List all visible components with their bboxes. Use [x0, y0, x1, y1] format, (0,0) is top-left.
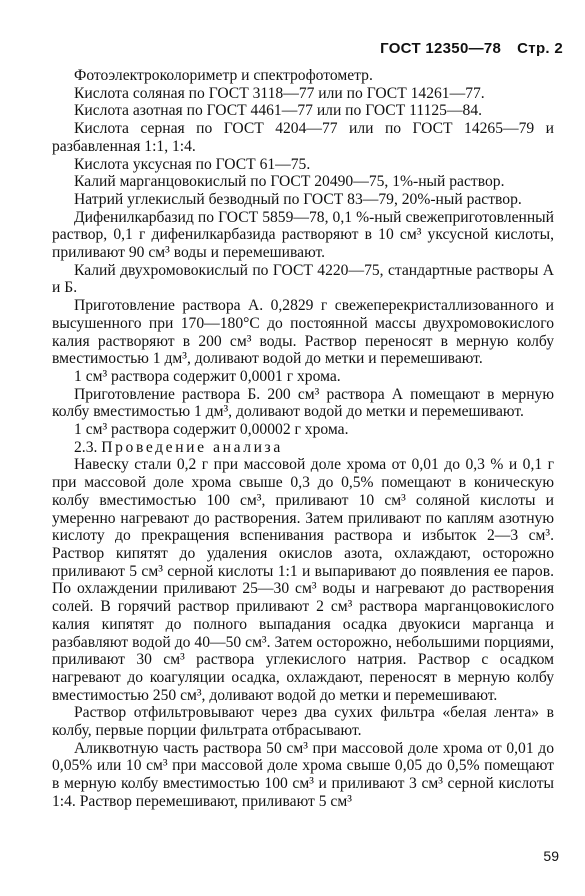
paragraph: Фотоэлектроколориметр и спектрофотометр. — [74, 67, 373, 84]
section-title: Проведение анализа — [101, 438, 283, 456]
paragraph: Дифенилкарбазид по ГОСТ 5859—78, 0,1 %-ный свежеприготовленный раствор, 0,1 г дифенилкарбазида растворяют в 10 см³ уксусной кислоты, приливают 90 см³ воды и перемешивают. — [52, 208, 554, 262]
paragraph: Аликвотную часть раствора 50 см³ при массовой доле хрома от 0,01 до 0,05% или 10 см³ при массовой доле хрома свыше 0,05 до 0,5% помещают в мерную колбу вместимостью 100 см³ и приливают 3 см³ серной кислоты 1:4. Раствор перемешивают, приливают 5 см³ — [52, 739, 554, 810]
paragraph: Калий двухромовокислый по ГОСТ 4220—75, стандартные растворы А и Б. — [52, 261, 554, 297]
paragraph: 1 см³ раствора содержит 0,0001 г хрома. — [74, 367, 341, 385]
paragraph: Кислота соляная по ГОСТ 3118—77 или по ГОСТ 14261—77. — [74, 84, 485, 102]
paragraph: Кислота азотная по ГОСТ 4461—77 или по ГОСТ 11125—84. — [74, 102, 483, 120]
page-number: 59 — [543, 848, 559, 864]
paragraph: 1 см³ раствора содержит 0,00002 г хрома. — [74, 421, 349, 439]
running-header — [380, 40, 563, 57]
paragraph: Кислота уксусная по ГОСТ 61—75. — [74, 155, 311, 173]
paragraph: Навеску стали 0,2 г при массовой доле хрома от 0,01 до 0,3 % и 0,1 г при массовой доле хрома свыше 0,3 до 0,5% помещают в коническую колбу вместимостью 100 см³, приливают 10 см³ соляной кислоты и умеренно нагревают до растворения. Затем приливают по каплям азотную кислоту до прекращения вспенивания раствора и избыток 2—3 см³. Раствор кипятят до удаления окислов азота, охлаждают, осторожно приливают 5 см³ серной кислоты 1:1 и выпаривают до появления ее паров. По охлаждении приливают 25—30 см³ воды и нагревают до растворения солей. В горячий раствор приливают 2 см³ раствора марганцовокислого калия кипятят до полного выпадания осадка двуокиси марганца и разбавляют водой до 40—50 см³. Затем осторожно, небольшими порциями, приливают 30 см³ раствора углекислого натрия. Раствор с осадком нагревают до коагуляции осадка, охлаждают, переносят в мерную колбу вместимостью 250 см³, доливают водой до метки и перемешивают. — [52, 456, 554, 704]
paragraph: Кислота серная по ГОСТ 4204—77 или по ГОСТ 14265—79 и разбавленная 1:1, 1:4. — [52, 120, 554, 155]
standard-number: ГОСТ 12350—78 — [380, 40, 502, 57]
paragraph: Калий марганцовокислый по ГОСТ 20490—75, 1%-ный раствор. — [74, 173, 505, 191]
page-label: Стр. 2 — [517, 40, 563, 57]
section-heading — [52, 439, 554, 457]
paragraph: Приготовление раствора Б. 200 см³ раствора А помещают в мерную колбу вместимостью 1 дм³, доливают водой до метки и перемешивают. — [52, 385, 554, 421]
paragraph: Приготовление раствора А. 0,2829 г свежеперекристаллизованного и высушенного при 170—180°С до постоянной массы двухромовокислого калия растворяют в 200 см³ воды. Раствор переносят в мерную колбу вместимостью 1 дм³, доливают водой до метки и перемешивают. — [52, 297, 554, 368]
section-number: 2.3. — [74, 438, 98, 456]
paragraph: Натрий углекислый безводный по ГОСТ 83—79, 20%-ный раствор. — [74, 190, 522, 208]
document-body — [52, 67, 554, 811]
paragraph: Раствор отфильтровывают через два сухих фильтра «белая лента» в колбу, первые порции фильтрата отбрасывают. — [52, 704, 554, 740]
